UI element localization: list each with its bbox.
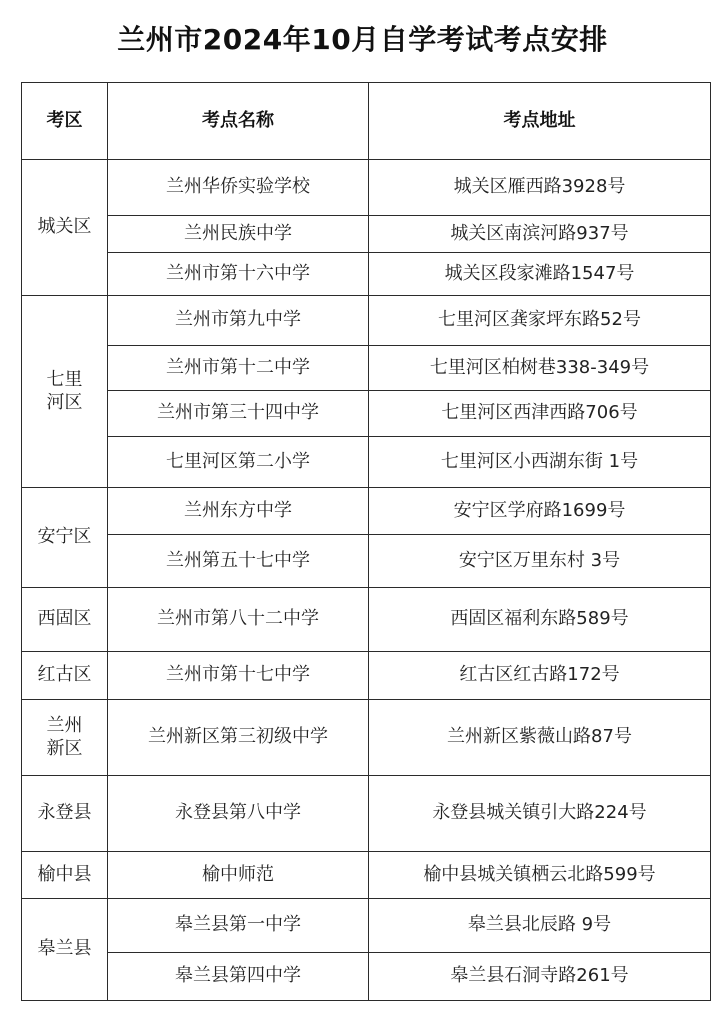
page-title: 兰州市2024年10月自学考试考点安排 (117, 23, 608, 56)
site-address-cell: 兰州新区紫薇山路87号 (369, 700, 711, 776)
table-header-row (22, 83, 711, 160)
site-address-cell: 城关区段家滩路1547号 (369, 253, 711, 296)
table-row (22, 700, 711, 776)
table-row (22, 437, 711, 488)
table-row (22, 588, 711, 652)
site-name-cell: 七里河区第二小学 (108, 437, 369, 488)
site-address-cell: 七里河区西津西路706号 (369, 391, 711, 437)
district-cell (22, 700, 108, 776)
table-row (22, 346, 711, 391)
site-name-cell: 兰州华侨实验学校 (108, 160, 369, 216)
site-name-cell: 兰州市第十七中学 (108, 652, 369, 700)
district-label: 七里河区 (46, 369, 83, 413)
site-name-cell: 兰州东方中学 (108, 488, 369, 535)
site-name-cell: 兰州新区第三初级中学 (108, 700, 369, 776)
site-name-cell: 兰州民族中学 (108, 216, 369, 253)
table-row (22, 776, 711, 852)
site-name-cell: 兰州市第三十四中学 (108, 391, 369, 437)
table-row (22, 253, 711, 296)
table-row (22, 160, 711, 216)
district-cell (22, 160, 108, 296)
table-row (22, 652, 711, 700)
site-address-cell: 城关区南滨河路937号 (369, 216, 711, 253)
district-cell: 永登县 (22, 776, 108, 852)
site-name-cell: 兰州市第八十二中学 (108, 588, 369, 652)
table-row (22, 488, 711, 535)
district-cell (22, 899, 108, 1001)
header-district: 考区 (22, 83, 108, 160)
site-name-cell: 永登县第八中学 (108, 776, 369, 852)
district-cell (22, 296, 108, 488)
header-site-name: 考点名称 (108, 83, 369, 160)
site-address-cell: 安宁区万里东村 3号 (369, 535, 711, 588)
site-address-cell: 永登县城关镇引大路224号 (369, 776, 711, 852)
table-row (22, 852, 711, 899)
exam-site-table (21, 82, 711, 1001)
site-address-cell: 七里河区龚家坪东路52号 (369, 296, 711, 346)
header-site-address: 考点地址 (369, 83, 711, 160)
table-row (22, 296, 711, 346)
table-row (22, 899, 711, 953)
site-address-cell: 榆中县城关镇栖云北路599号 (369, 852, 711, 899)
district-cell: 红古区 (22, 652, 108, 700)
table-row (22, 535, 711, 588)
site-address-cell: 城关区雁西路3928号 (369, 160, 711, 216)
table-row (22, 391, 711, 437)
district-cell: 榆中县 (22, 852, 108, 899)
site-name-cell: 兰州市第十六中学 (108, 253, 369, 296)
site-name-cell: 榆中师范 (108, 852, 369, 899)
table-row (22, 953, 711, 1001)
district-cell: 西固区 (22, 588, 108, 652)
site-name-cell: 兰州第五十七中学 (108, 535, 369, 588)
district-label: 皋兰县 (37, 938, 92, 960)
site-name-cell: 皋兰县第四中学 (108, 953, 369, 1001)
site-address-cell: 皋兰县北辰路 9号 (369, 899, 711, 953)
site-name-cell: 兰州市第九中学 (108, 296, 369, 346)
district-label: 城关区 (37, 216, 92, 238)
site-address-cell: 皋兰县石洞寺路261号 (369, 953, 711, 1001)
site-address-cell: 七里河区柏树巷338-349号 (369, 346, 711, 391)
district-cell (22, 488, 108, 588)
district-label: 安宁区 (37, 526, 92, 548)
table-row (22, 216, 711, 253)
site-address-cell: 七里河区小西湖东街 1号 (369, 437, 711, 488)
site-address-cell: 安宁区学府路1699号 (369, 488, 711, 535)
site-address-cell: 红古区红古路172号 (369, 652, 711, 700)
site-name-cell: 皋兰县第一中学 (108, 899, 369, 953)
site-name-cell: 兰州市第十二中学 (108, 346, 369, 391)
site-address-cell: 西固区福利东路589号 (369, 588, 711, 652)
district-label: 兰州新区 (46, 715, 83, 759)
